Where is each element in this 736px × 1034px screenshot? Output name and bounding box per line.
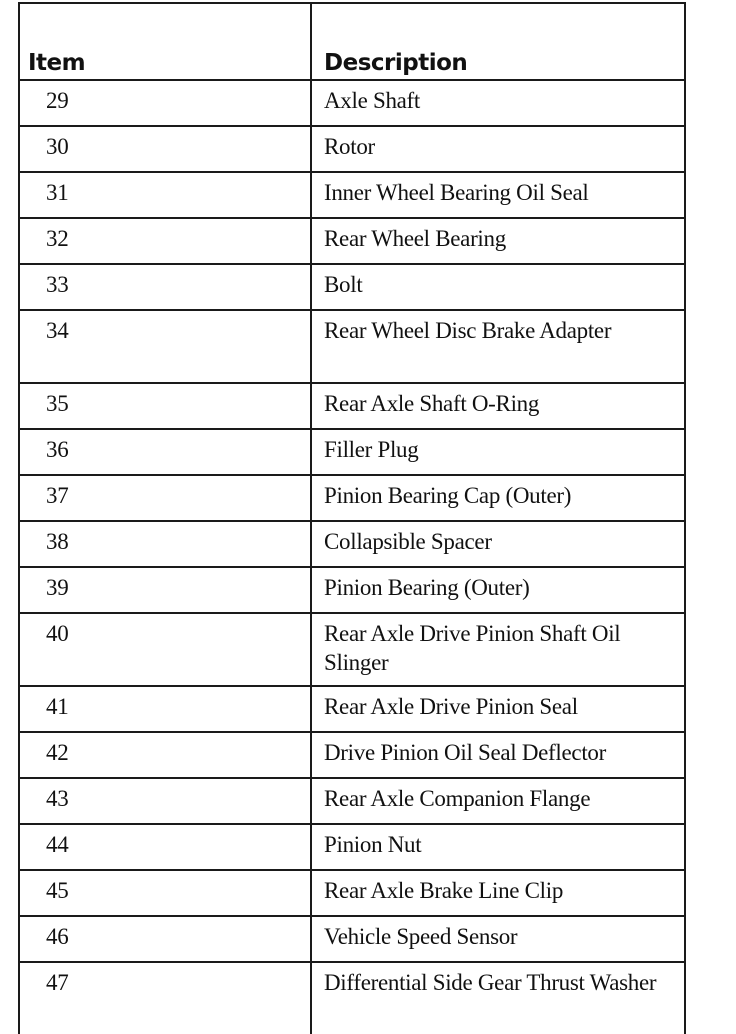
table-row — [19, 521, 685, 567]
table-row — [19, 686, 685, 732]
item-number: 46 — [19, 916, 311, 962]
table-row — [19, 870, 685, 916]
table-row — [19, 429, 685, 475]
item-number: 40 — [19, 613, 311, 686]
item-description: Rear Wheel Bearing — [311, 218, 685, 264]
table-header-row — [19, 3, 685, 80]
item-description: Drive Pinion Oil Seal Deflector — [311, 732, 685, 778]
column-header-item: Item — [19, 3, 311, 80]
item-number: 29 — [19, 80, 311, 126]
item-number: 30 — [19, 126, 311, 172]
item-description: Vehicle Speed Sensor — [311, 916, 685, 962]
item-description: Rear Axle Drive Pinion Seal — [311, 686, 685, 732]
item-number: 34 — [19, 310, 311, 383]
item-description: Rear Axle Shaft O-Ring — [311, 383, 685, 429]
item-number: 43 — [19, 778, 311, 824]
item-description: Inner Wheel Bearing Oil Seal — [311, 172, 685, 218]
table-row — [19, 916, 685, 962]
item-number: 39 — [19, 567, 311, 613]
table-row — [19, 778, 685, 824]
table-row — [19, 732, 685, 778]
item-description: Pinion Bearing Cap (Outer) — [311, 475, 685, 521]
table-row — [19, 264, 685, 310]
item-number: 36 — [19, 429, 311, 475]
table-row — [19, 383, 685, 429]
item-number: 31 — [19, 172, 311, 218]
parts-list-page — [18, 2, 684, 995]
item-description: Pinion Bearing (Outer) — [311, 567, 685, 613]
table-row — [19, 172, 685, 218]
item-number: 37 — [19, 475, 311, 521]
item-description: Rear Axle Brake Line Clip — [311, 870, 685, 916]
table-row — [19, 962, 685, 1034]
column-header-description: Description — [311, 3, 685, 80]
item-number: 35 — [19, 383, 311, 429]
item-number: 38 — [19, 521, 311, 567]
item-description: Collapsible Spacer — [311, 521, 685, 567]
item-description: Rear Wheel Disc Brake Adapter — [311, 310, 685, 383]
table-row — [19, 567, 685, 613]
parts-table — [18, 2, 686, 1034]
item-description: Axle Shaft — [311, 80, 685, 126]
table-row — [19, 126, 685, 172]
table-row — [19, 824, 685, 870]
item-number: 41 — [19, 686, 311, 732]
table-row — [19, 475, 685, 521]
item-description: Filler Plug — [311, 429, 685, 475]
item-number: 33 — [19, 264, 311, 310]
table-row — [19, 310, 685, 383]
item-description: Rear Axle Drive Pinion Shaft Oil Slinger — [311, 613, 685, 686]
table-row — [19, 613, 685, 686]
item-number: 47 — [19, 962, 311, 1034]
item-number: 32 — [19, 218, 311, 264]
item-description: Bolt — [311, 264, 685, 310]
item-description: Pinion Nut — [311, 824, 685, 870]
item-number: 45 — [19, 870, 311, 916]
item-number: 44 — [19, 824, 311, 870]
item-number: 42 — [19, 732, 311, 778]
table-row — [19, 80, 685, 126]
table-row — [19, 218, 685, 264]
item-description: Rotor — [311, 126, 685, 172]
item-description: Differential Side Gear Thrust Washer — [311, 962, 685, 1034]
item-description: Rear Axle Companion Flange — [311, 778, 685, 824]
